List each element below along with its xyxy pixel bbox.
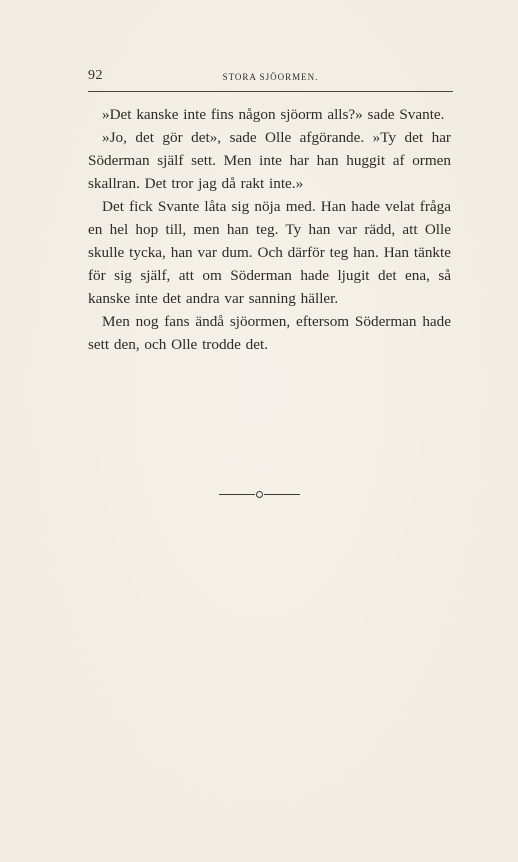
page-header (88, 68, 453, 88)
section-end-ornament (0, 485, 518, 499)
paragraph: Men nog fans ändå sjöormen, eftersom Söderman hade sett den, och Olle trodde det. (88, 313, 451, 353)
ornament-circle-icon (256, 491, 263, 498)
page-number: 92 (88, 68, 103, 83)
header-rule (88, 91, 453, 92)
paragraph: »Jo, det gör det», sade Olle afgörande. »Ty det har Söderman själf sett. Men inte har han huggit af ormen skallran. Det tror jag då rakt inte.» (88, 129, 451, 192)
running-head: STORA SJÖORMEN. (222, 72, 319, 82)
body-text (88, 103, 451, 356)
ornament-line-left (219, 494, 255, 495)
paragraph: »Det kanske inte fins någon sjöorm alls?» sade Svante. (102, 106, 445, 123)
paragraph: Det fick Svante låta sig nöja med. Han hade velat fråga en hel hop till, men han teg. Ty han var rädd, att Olle skulle tycka, han var dum. Och därför teg han. Han tänkte för sig själf, att om Söderman hade ljugit det ena, så kanske inte det andra var sanning häller. (88, 198, 451, 307)
ornament-line-right (264, 494, 300, 495)
